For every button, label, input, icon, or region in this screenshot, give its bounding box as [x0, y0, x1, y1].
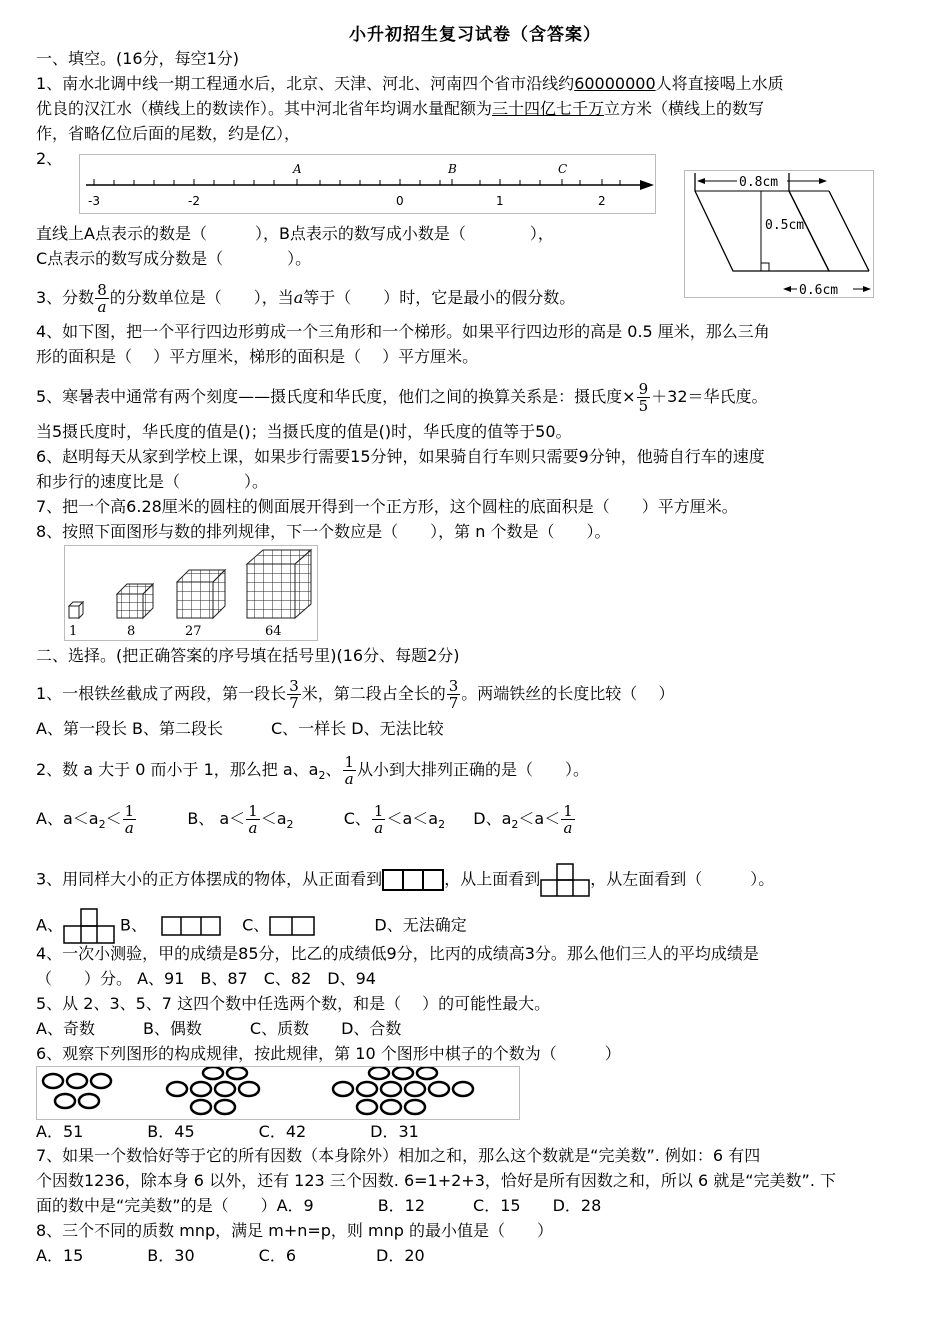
fraction: $\frac{3}{7}$	[448, 677, 459, 712]
s2-q8-line: 8、三个不同的质数 mnp，满足 m+n=p，则 mnp 的最小值是（ ）	[36, 1221, 553, 1240]
s2-q8-options: A．15 B．30 C．6 D．20	[36, 1246, 425, 1265]
q8-line: 8、按照下面图形与数的排列规律，下一个数应是（ ），第 n 个数是（ ）。	[36, 522, 611, 541]
section2-header: 二、选择。(把正确答案的序号填在括号里)(16分、每题2分)	[36, 646, 460, 665]
number-line-figure	[79, 154, 656, 214]
page-title: 小升初招生复习试卷（含答案）	[349, 25, 601, 45]
fraction: $\frac{1}{a}$	[248, 802, 258, 837]
q6-line1: 6、赵明每天从家到学校上课，如果步行需要15分钟，如果骑自行车则只需要9分钟，他骑自行车的速度	[36, 447, 765, 466]
s2-q7-line2: 个因数1236，除本身 6 以外，还有 123 三个因数. 6=1+2+3，恰好是所有因数之和，所以 6 就是“完美数”. 下	[36, 1171, 836, 1190]
s2-q7-line3: 面的数中是“完美数”的是（ ）A．9 B．12 C．15 D．28	[36, 1196, 602, 1215]
q5-line1: 5、寒暑表中通常有两个刻度——摄氏度和华氏度，他们之间的换算关系是：摄氏度× $\frac{9}{5}$ ＋32＝华氏度。	[36, 380, 768, 415]
point-a-label: A	[293, 162, 302, 176]
q2-line1: 直线上A点表示的数是（ ），B点表示的数写成小数是（ ），	[36, 224, 554, 243]
cube-label: 8	[127, 624, 136, 639]
tick-label: 0	[396, 194, 404, 208]
fraction: $\frac{1}{a}$	[124, 802, 135, 837]
s2-q6-line: 6、观察下列图形的构成规律，按此规律，第 10 个图形中棋子的个数为（ ）	[36, 1044, 621, 1063]
cubes-figure	[64, 545, 318, 641]
cube-label: 27	[185, 624, 202, 639]
s2-q2-line: 2、数 a 大于 0 而小于 1，那么把 a、$a_2$、 $\frac{1}{a}$ 从小到大排列正确的是（ ）。	[36, 753, 590, 788]
fraction: $\frac{3}{7}$	[289, 677, 299, 712]
q3-line: 3、分数 $\frac{8}{a}$ 的分数单位是（ ），当a等于（ ）时，它是最小的假分数。	[36, 281, 576, 316]
point-b-label: B	[448, 162, 457, 176]
q1-line3: 作，省略亿位后面的尾数，约是亿），	[36, 124, 301, 143]
s2-q5-line: 5、从 2、3、5、7 这四个数中任选两个数，和是（ ）的可能性最大。	[36, 994, 551, 1013]
height-label: 0.5cm	[765, 218, 805, 233]
s2-q2-options: A、$a<a_2<$ $\frac{1}{a}$ B、 a＜ $\frac{1}{a}$ $<a_2$ C、 $\frac{1}{a}$ $<a<a_2$ D、$a_2<a<$ $\frac{1}{a}$	[36, 802, 573, 837]
tick-label: 2	[598, 194, 606, 208]
cube-label: 64	[265, 624, 282, 639]
parallelogram-figure	[684, 170, 874, 298]
fraction: $\frac{1}{a}$	[563, 802, 573, 837]
q6-line2: 和步行的速度比是（ ）。	[36, 472, 269, 491]
s2-q7-line1: 7、如果一个数恰好等于它的所有因数（本身除外）相加之和，那么这个数就是“完美数”. 例如：6 有四	[36, 1146, 761, 1165]
s2-q3-line: 3、用同样大小的正方体摆成的物体，从正面看到 ，从上面看到 ，从左面看到（ ）。	[36, 863, 774, 897]
tick-label: -3	[88, 194, 100, 208]
q1-line2: 优良的汉江水（横线上的数读作）。其中河北省年均调水量配额为三十四亿七千万立方米（横线上的数写	[36, 99, 765, 118]
section1-header: 一、填空。(16分，每空1分)	[36, 49, 240, 68]
s2-q3-options: A、 B、 C、 D、无法确定	[36, 908, 467, 944]
q2-line2: C点表示的数写成分数是（ ）。	[36, 249, 312, 268]
s2-q6-options: A．51 B．45 C．42 D．31	[36, 1122, 419, 1141]
fraction: $\frac{8}{a}$	[97, 281, 107, 316]
fraction: $\frac{1}{a}$	[344, 753, 355, 788]
q7-line: 7、把一个高6.28厘米的圆柱的侧面展开得到一个正方形，这个圆柱的底面积是（ ）平方厘米。	[36, 497, 738, 516]
tick-label: -2	[188, 194, 200, 208]
s2-q1-line: 1、一根铁丝截成了两段，第一段长 $\frac{3}{7}$ 米，第二段占全长的 $\frac{3}{7}$ 。两端铁丝的长度比较（ ）	[36, 677, 675, 712]
point-c-label: C	[558, 162, 568, 176]
s2-q4-line1: 4、一次小测验，甲的成绩是85分，比乙的成绩低9分，比丙的成绩高3分。那么他们三人的平均成绩是	[36, 944, 759, 963]
bottom-length-label: 0.6cm	[799, 283, 839, 298]
front-view-icon	[382, 869, 444, 891]
s2-q5-options: A、奇数 B、偶数 C、质数 D、合数	[36, 1019, 402, 1038]
q2-label: 2、	[36, 149, 63, 168]
s2-q4-line2: （ ）分。 A、91 B、87 C、82 D、94	[36, 969, 376, 988]
tick-label: 1	[496, 194, 504, 208]
chess-pieces-figure	[36, 1066, 520, 1120]
cube-label: 1	[69, 624, 78, 639]
q5-line2: 当5摄氏度时，华氏度的值是()；当摄氏度的值是()时，华氏度的值等于50。	[36, 422, 572, 441]
q4-line1: 4、如下图，把一个平行四边形剪成一个三角形和一个梯形。如果平行四边形的高是 0.5 厘米，那么三角	[36, 322, 770, 341]
q1-line1: 1、南水北调中线一期工程通水后，北京、天津、河北、河南四个省市沿线约60000000人将直接喝上水质	[36, 74, 784, 93]
top-view-icon	[540, 863, 590, 897]
option-b-view-icon	[161, 916, 221, 936]
fraction: $\frac{1}{a}$	[373, 802, 384, 837]
top-length-label: 0.8cm	[739, 175, 779, 190]
s2-q1-options: A、第一段长 B、第二段长 C、一样长 D、无法比较	[36, 719, 444, 738]
option-c-view-icon	[269, 916, 315, 936]
fraction: $\frac{9}{5}$	[638, 380, 649, 415]
q4-line2: 形的面积是（ ）平方厘米，梯形的面积是（ ）平方厘米。	[36, 347, 479, 366]
option-a-view-icon	[63, 908, 115, 944]
